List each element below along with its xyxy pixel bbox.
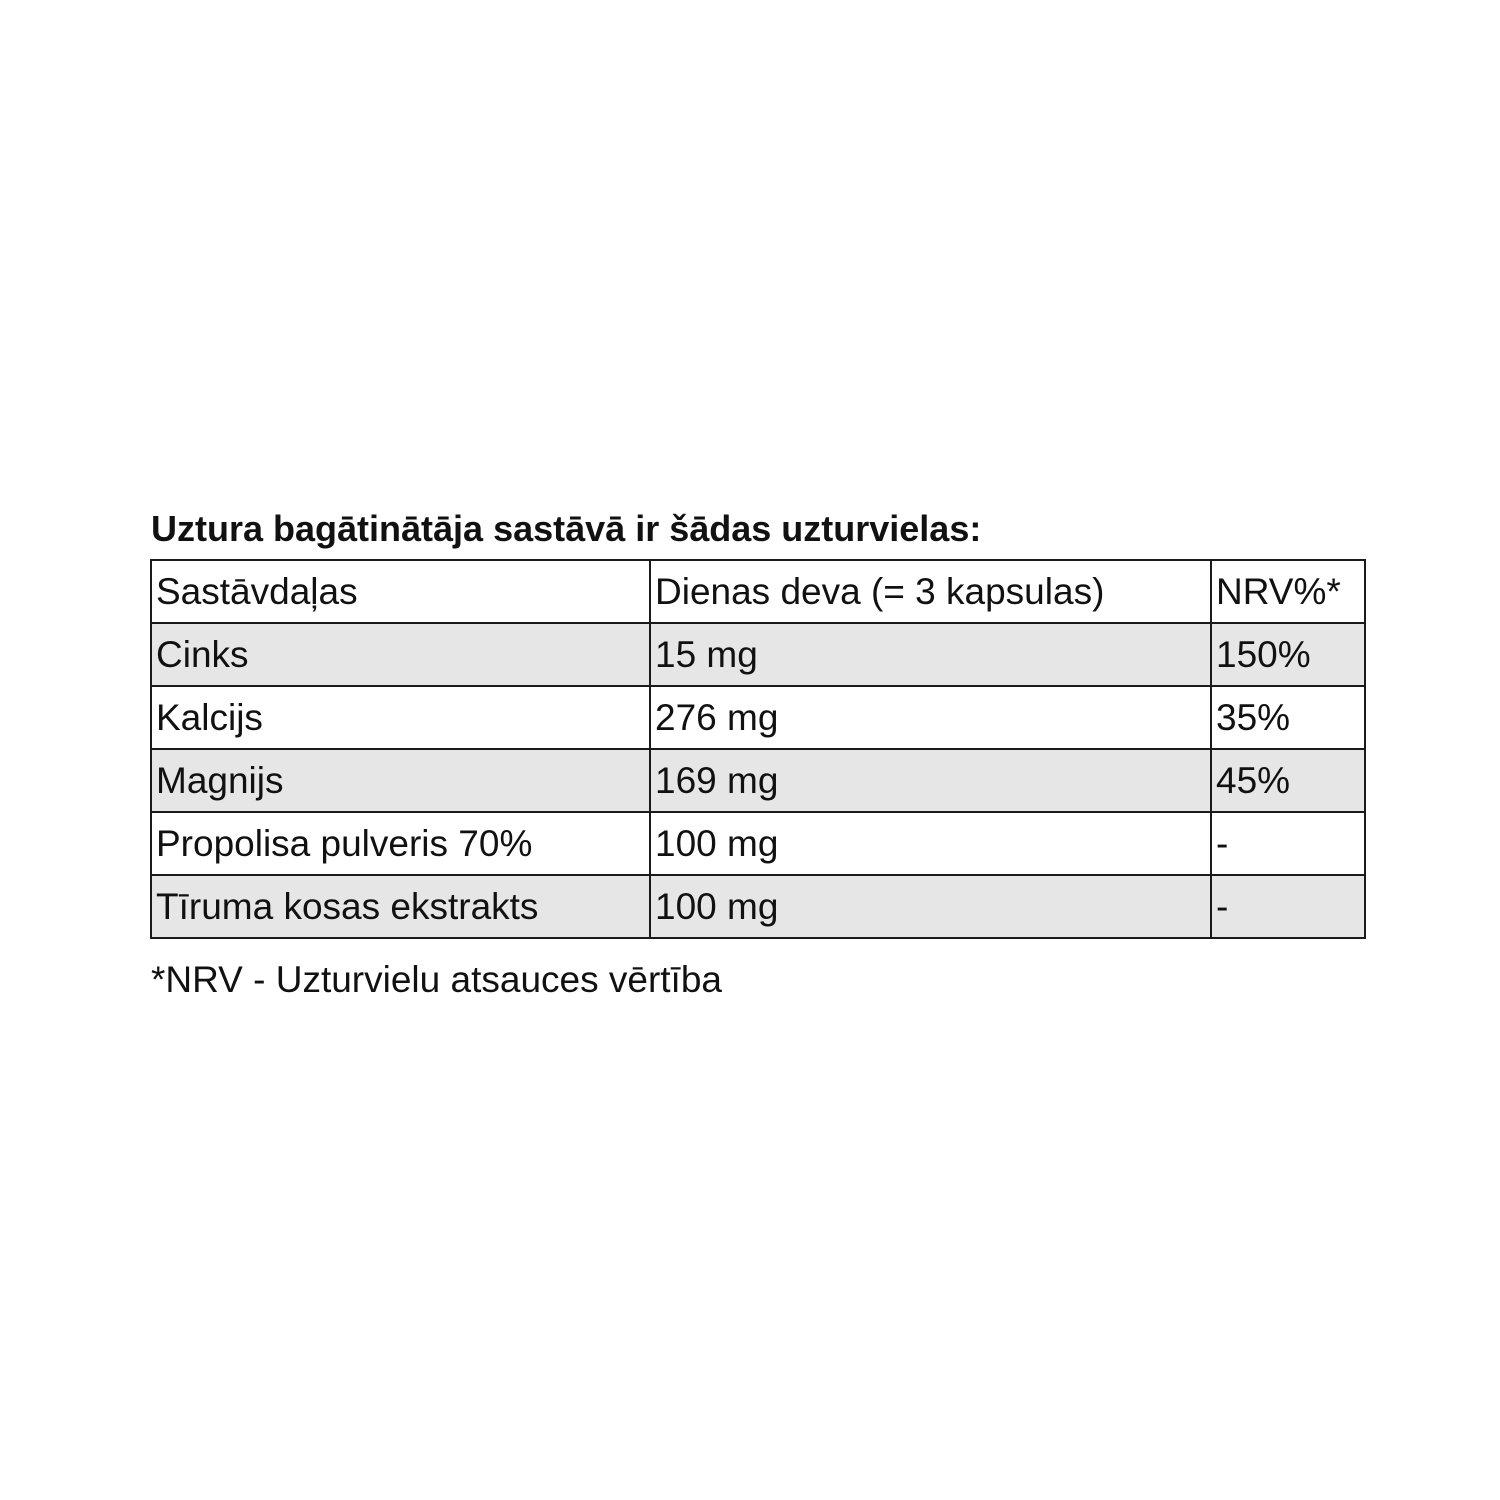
header-nrv: NRV%* (1211, 560, 1365, 623)
dose-cell: 276 mg (650, 686, 1211, 749)
ingredient-cell: Propolisa pulveris 70% (151, 812, 650, 875)
ingredient-cell: Magnijs (151, 749, 650, 812)
table-row (151, 623, 1365, 686)
ingredient-cell: Kalcijs (151, 686, 650, 749)
dose-cell: 100 mg (650, 812, 1211, 875)
nrv-cell: 150% (1211, 623, 1365, 686)
table-row (151, 875, 1365, 938)
ingredient-cell: Tīruma kosas ekstrakts (151, 875, 650, 938)
dose-cell: 100 mg (650, 875, 1211, 938)
footnote: *NRV - Uzturvielu atsauces vērtība (151, 959, 722, 1000)
table-row (151, 686, 1365, 749)
nrv-cell: 35% (1211, 686, 1365, 749)
ingredient-cell: Cinks (151, 623, 650, 686)
nutrition-table (150, 559, 1366, 939)
nrv-cell: - (1211, 812, 1365, 875)
dose-cell: 15 mg (650, 623, 1211, 686)
header-ingredient: Sastāvdaļas (151, 560, 650, 623)
header-daily-dose: Dienas deva (= 3 kapsulas) (650, 560, 1211, 623)
table-row (151, 812, 1365, 875)
nrv-cell: - (1211, 875, 1365, 938)
dose-cell: 169 mg (650, 749, 1211, 812)
nrv-cell: 45% (1211, 749, 1365, 812)
page-title: Uztura bagātinātāja sastāvā ir šādas uzturvielas: (151, 508, 982, 549)
table-row (151, 749, 1365, 812)
table-header-row (151, 560, 1365, 623)
